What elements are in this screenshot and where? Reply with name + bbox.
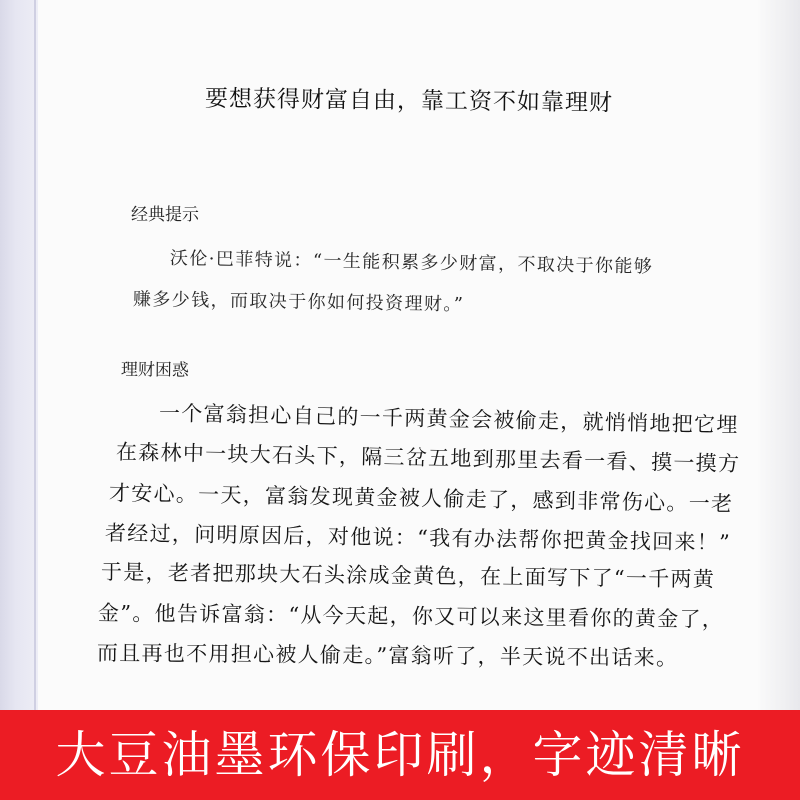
section-heading-classic-tip: 经典提示 bbox=[131, 205, 199, 225]
body-line: 一个富翁担心自己的一千两黄金会被偷走，就悄悄地把它埋 bbox=[158, 401, 739, 438]
promo-banner-text: 大豆油墨环保印刷，字迹清晰 bbox=[55, 726, 745, 784]
body-line: 而且再也不用担心被人偷走。”富翁听了，半天说不出话来。 bbox=[96, 641, 679, 671]
body-line: 于是，老者把那块大石头涂成金黄色，在上面写下了“一千两黄 bbox=[100, 560, 716, 592]
body-line: 者经过，问明原因后，对他说：“我有办法帮你把黄金找回来！” bbox=[104, 521, 732, 555]
page-title: 要想获得财富自由，靠工资不如靠理财 bbox=[204, 86, 614, 117]
body-line: 在森林中一块大石头下，隔三岔五地到那里去看一看、摸一摸方 bbox=[115, 440, 741, 476]
body-line: 才安心。一天，富翁发现黄金被人偷走了，感到非常伤心。一老 bbox=[108, 481, 734, 516]
quote-line: 赚多少钱，而取决于你如何投资理财。” bbox=[132, 289, 465, 316]
promo-banner bbox=[0, 710, 800, 800]
quote-line: 沃伦·巴菲特说：“一生能积累多少财富，不取决于你能够 bbox=[169, 248, 654, 278]
section-heading-finance-puzzle: 理财困惑 bbox=[120, 360, 190, 381]
page-edge-line bbox=[34, 0, 36, 710]
body-line: 金”。他告诉富翁：“从今天起，你又可以来这里看你的黄金了， bbox=[97, 601, 725, 632]
page-right-shadow bbox=[758, 0, 800, 710]
